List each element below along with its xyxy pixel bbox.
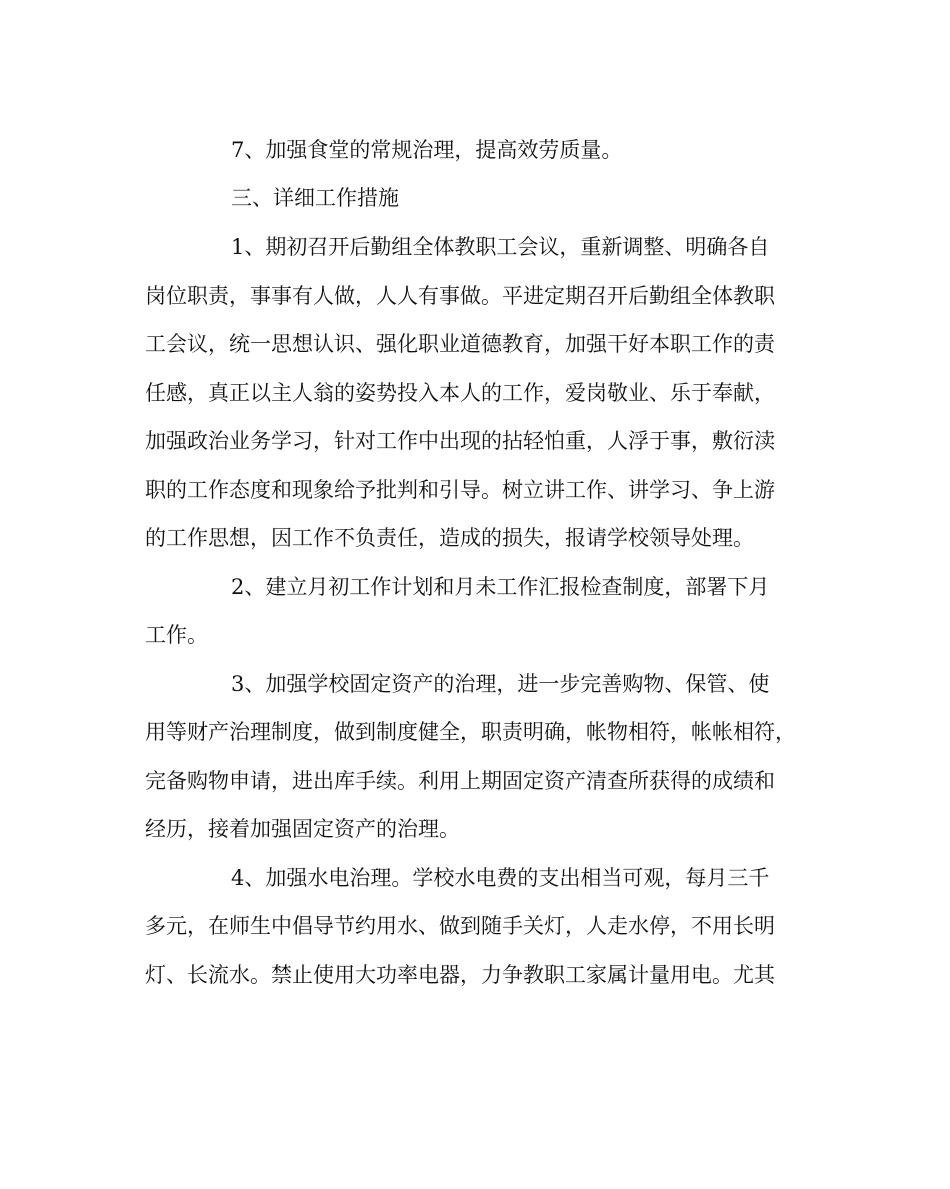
text-line: 工作。 [145,623,208,647]
text-line: 用等财产治理制度，做到制度健全，职责明确，帐物相符，帐帐相符， [145,720,796,744]
text-line: 加强政治业务学习，针对工作中出现的拈轻怕重，人浮于事，敷衍渎 [145,429,775,453]
text-line: 的工作思想，因工作不负责任，造成的损失，报请学校领导处理。 [145,526,754,550]
text-line: 2、建立月初工作计划和月未工作汇报检查制度，部署下月 [231,575,770,599]
text-line: 1、期初召开后勤组全体教职工会议，重新调整、明确各自 [231,235,770,259]
text-line: 完备购物申请，进出库手续。利用上期固定资产清查所获得的成绩和 [145,769,775,793]
text-line: 任感，真正以主人翁的姿势投入本人的工作，爱岗敬业、乐于奉献， [145,381,775,405]
text-line: 灯、长流水。禁止使用大功率电器，力争教职工家属计量用电。尤其 [145,963,775,987]
text-line: 多元，在师生中倡导节约用水、做到随手关灯，人走水停，不用长明 [145,914,775,938]
section-heading: 三、详细工作措施 [231,186,399,210]
text-line: 7、加强食堂的常规治理，提高效劳质量。 [231,138,623,162]
text-line: 工会议，统一思想认识、强化职业道德教育，加强干好本职工作的责 [145,332,775,356]
text-line: 职的工作态度和现象给予批判和引导。树立讲工作、讲学习、争上游 [145,478,775,502]
text-line: 岗位职责，事事有人做，人人有事做。平进定期召开后勤组全体教职 [145,284,775,308]
text-line: 经历，接着加强固定资产的治理。 [145,817,460,841]
text-line: 3、加强学校固定资产的治理，进一步完善购物、保管、使 [231,672,770,696]
text-line: 4、加强水电治理。学校水电费的支出相当可观，每月三千 [231,866,770,890]
